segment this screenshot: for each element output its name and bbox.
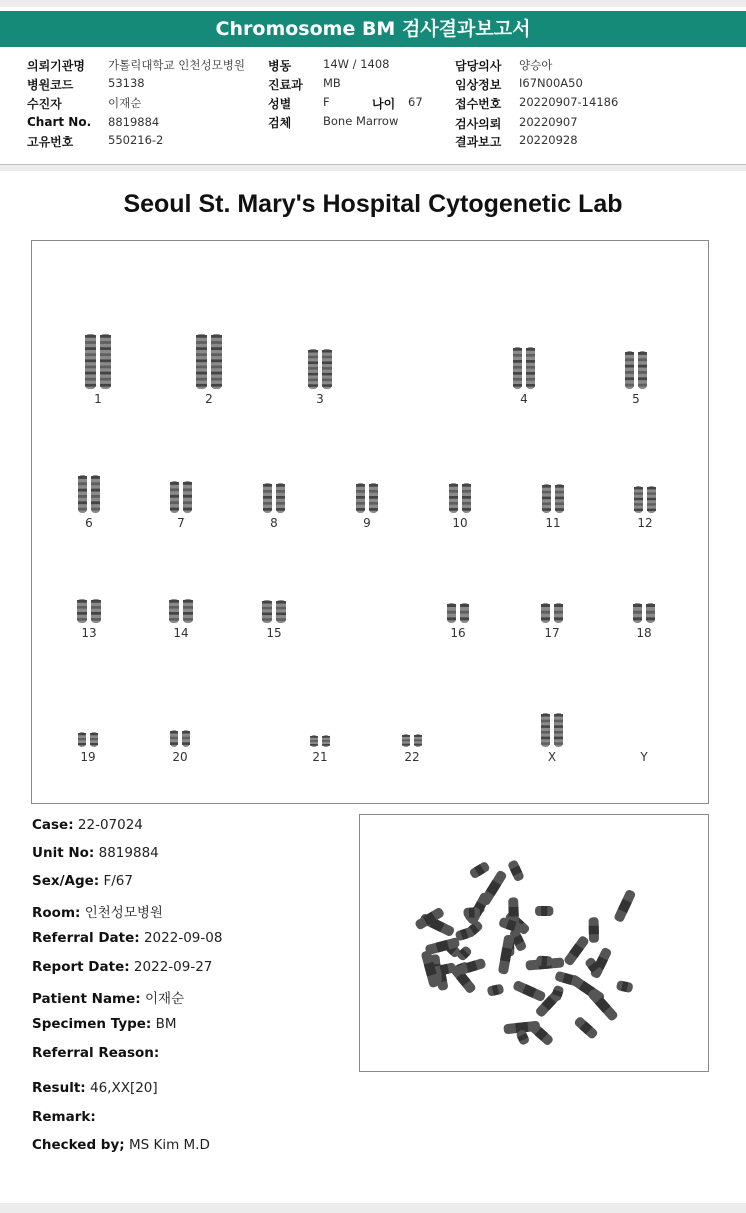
label-patient: 수진자 — [27, 97, 62, 111]
chromosome-4-1 — [513, 347, 522, 389]
label-report-date: 결과보고 — [455, 135, 502, 149]
chromosome-label-17: 17 — [544, 626, 560, 640]
detail-unit-value: 8819884 — [98, 845, 159, 861]
value-institution: 가톨릭대학교 인천성모병원 — [108, 58, 245, 72]
detail-checked-value: MS Kim M.D — [128, 1137, 210, 1153]
label-clinical-info: 임상정보 — [455, 78, 502, 92]
chromosome-X-1 — [541, 713, 550, 747]
value-unique-no: 550216-2 — [108, 133, 164, 147]
label-receipt-no: 접수번호 — [455, 97, 502, 111]
label-institution: 의뢰기관명 — [27, 59, 85, 73]
detail-unit — [32, 845, 159, 861]
karyogram-panel — [31, 240, 709, 804]
top-strip — [0, 0, 746, 7]
label-age: 나이 — [372, 97, 396, 111]
chromosome-3-1 — [308, 349, 318, 389]
label-sex: 성별 — [268, 97, 292, 111]
value-hospital-code: 53138 — [108, 76, 145, 90]
detail-remark — [32, 1109, 96, 1125]
chromosome-X-2 — [554, 713, 563, 747]
chromosome-label-X: X — [547, 750, 557, 764]
chromosome-label-18: 18 — [636, 626, 652, 640]
karyogram-svg — [32, 241, 708, 803]
chromosome-label-Y: Y — [640, 750, 648, 764]
metaphase-chromosome — [613, 889, 636, 924]
metaphase-chromosome — [479, 869, 507, 906]
metaphase-chromosome — [457, 958, 487, 976]
value-patient: 이재순 — [108, 96, 142, 110]
chromosome-17-1 — [541, 603, 550, 623]
chromosome-label-5: 5 — [632, 392, 640, 406]
value-age: 67 — [408, 95, 423, 109]
detail-result — [32, 1080, 158, 1096]
chromosome-9-2 — [369, 483, 378, 513]
chromosome-7-2 — [183, 481, 192, 513]
detail-room — [32, 901, 163, 921]
chromosome-3-2 — [322, 349, 332, 389]
patient-info-section — [0, 48, 746, 165]
detail-sexage-value: F/67 — [103, 873, 133, 889]
detail-patient — [32, 987, 184, 1007]
chromosome-15-1 — [262, 600, 272, 623]
detail-report-date-value: 2022-09-27 — [133, 959, 213, 975]
metaphase-chromosome — [535, 906, 553, 916]
chromosome-1-1 — [85, 334, 96, 389]
value-clinical-info: I67N00A50 — [519, 76, 583, 90]
chromosome-4-2 — [526, 347, 535, 389]
chromosome-17-2 — [554, 603, 563, 623]
report-title-bar — [0, 11, 746, 47]
metaphase-chromosome — [507, 859, 525, 882]
chromosome-21-2 — [322, 735, 330, 747]
detail-report-date-label: Report Date: — [32, 959, 130, 975]
value-receipt-no: 20220907-14186 — [519, 95, 619, 109]
detail-room-value: 인천성모병원 — [84, 905, 163, 921]
metaphase-chromosome — [589, 917, 599, 943]
label-unique-no: 고유번호 — [27, 135, 74, 149]
value-sex: F — [323, 95, 330, 109]
detail-result-label: Result: — [32, 1080, 86, 1096]
detail-result-value: 46,XX[20] — [89, 1080, 158, 1096]
chromosome-14-1 — [169, 599, 179, 623]
metaphase-chromosome — [587, 988, 619, 1022]
detail-specimen-label: Specimen Type: — [32, 1016, 152, 1032]
label-doctor: 담당의사 — [455, 59, 502, 73]
detail-patient-label: Patient Name: — [32, 991, 141, 1007]
bottom-strip — [0, 1203, 746, 1213]
chromosome-label-12: 12 — [637, 516, 653, 530]
chromosome-label-16: 16 — [450, 626, 466, 640]
detail-unit-label: Unit No: — [32, 845, 95, 861]
label-specimen: 검체 — [268, 116, 292, 130]
chromosome-22-2 — [414, 734, 422, 747]
detail-specimen — [32, 1016, 177, 1032]
chromosome-8-1 — [263, 483, 272, 513]
chromosome-8-2 — [276, 483, 285, 513]
detail-specimen-value: BM — [155, 1016, 177, 1032]
chromosome-label-4: 4 — [520, 392, 528, 406]
metaphase-chromosome — [536, 955, 553, 966]
value-ward: 14W / 1408 — [323, 57, 390, 71]
metaphase-chromosome — [487, 983, 505, 996]
detail-remark-label: Remark: — [32, 1109, 96, 1125]
chromosome-10-1 — [449, 483, 458, 513]
chromosome-18-2 — [646, 603, 655, 623]
value-specimen: Bone Marrow — [323, 114, 399, 128]
metaphase-chromosome — [616, 980, 634, 993]
value-chart-no: 8819884 — [108, 115, 160, 129]
chromosome-label-8: 8 — [270, 516, 278, 530]
chromosome-2-1 — [196, 334, 207, 389]
detail-report-date — [32, 959, 212, 975]
chromosome-16-2 — [460, 603, 469, 623]
chromosome-label-22: 22 — [404, 750, 420, 764]
detail-case-label: Case: — [32, 817, 74, 833]
chromosome-12-1 — [634, 486, 643, 513]
label-department: 진료과 — [268, 78, 303, 92]
chromosome-2-2 — [211, 334, 222, 389]
chromosome-label-13: 13 — [81, 626, 97, 640]
chromosome-15-2 — [276, 600, 286, 623]
chromosome-label-21: 21 — [312, 750, 328, 764]
chromosome-label-19: 19 — [80, 750, 96, 764]
detail-referral-date-value: 2022-09-08 — [143, 930, 223, 946]
chromosome-6-1 — [78, 475, 87, 513]
chromosome-6-2 — [91, 475, 100, 513]
value-report-date: 20220928 — [519, 133, 578, 147]
chromosome-label-3: 3 — [316, 392, 324, 406]
label-hospital-code: 병원코드 — [27, 78, 74, 92]
section-divider — [0, 165, 746, 171]
detail-reason — [32, 1045, 159, 1061]
chromosome-13-2 — [91, 599, 101, 623]
chromosome-label-14: 14 — [173, 626, 189, 640]
chromosome-13-1 — [77, 599, 87, 623]
chromosome-9-1 — [356, 483, 365, 513]
metaphase-chromosome — [468, 861, 490, 880]
metaphase-chromosome — [463, 907, 480, 918]
chromosome-16-1 — [447, 603, 456, 623]
chromosome-label-7: 7 — [177, 516, 185, 530]
chromosome-20-2 — [182, 730, 190, 747]
detail-checked-label: Checked by; — [32, 1137, 125, 1153]
detail-reason-label: Referral Reason: — [32, 1045, 160, 1061]
chromosome-label-20: 20 — [172, 750, 188, 764]
chromosome-19-1 — [78, 732, 86, 747]
chromosome-11-1 — [542, 484, 551, 513]
chromosome-20-1 — [170, 730, 178, 747]
detail-patient-value: 이재순 — [144, 991, 185, 1007]
label-request-date: 검사의뢰 — [455, 117, 502, 131]
chromosome-22-1 — [402, 734, 410, 747]
metaphase-spread — [360, 815, 708, 1071]
chromosome-7-1 — [170, 481, 179, 513]
chromosome-12-2 — [647, 486, 656, 513]
chromosome-label-11: 11 — [545, 516, 561, 530]
chromosome-label-15: 15 — [266, 626, 282, 640]
chromosome-18-1 — [633, 603, 642, 623]
detail-sexage-label: Sex/Age: — [32, 873, 100, 889]
lab-title: Seoul St. Mary's Hospital Cytogenetic Lab — [123, 190, 623, 218]
chromosome-10-2 — [462, 483, 471, 513]
chromosome-label-9: 9 — [363, 516, 371, 530]
metaphase-chromosome — [554, 971, 581, 988]
detail-checked — [32, 1137, 210, 1153]
chromosome-label-10: 10 — [452, 516, 468, 530]
metaphase-chromosome — [512, 980, 547, 1003]
detail-case — [32, 817, 143, 833]
chromosome-19-2 — [90, 732, 98, 747]
value-doctor: 양승아 — [519, 58, 553, 72]
label-chart-no: Chart No. — [27, 115, 92, 129]
detail-referral-date-label: Referral Date: — [32, 930, 140, 946]
chromosome-label-2: 2 — [205, 392, 213, 406]
detail-room-label: Room: — [32, 905, 81, 921]
detail-referral-date — [32, 930, 222, 946]
chromosome-label-6: 6 — [85, 516, 93, 530]
label-ward: 병동 — [268, 59, 292, 73]
chromosome-14-2 — [183, 599, 193, 623]
metaphase-image — [359, 814, 709, 1072]
chromosome-21-1 — [310, 735, 318, 747]
value-department: MB — [323, 76, 341, 90]
chromosome-5-1 — [625, 351, 634, 389]
detail-sexage — [32, 873, 133, 889]
chromosome-5-2 — [638, 351, 647, 389]
chromosome-label-1: 1 — [94, 392, 102, 406]
value-request-date: 20220907 — [519, 115, 578, 129]
report-title: Chromosome BM 검사결과보고서 — [215, 18, 531, 40]
chromosome-1-2 — [100, 334, 111, 389]
metaphase-chromosome — [573, 1016, 599, 1041]
metaphase-chromosome — [456, 945, 473, 962]
detail-case-value: 22-07024 — [77, 817, 143, 833]
chromosome-11-2 — [555, 484, 564, 513]
